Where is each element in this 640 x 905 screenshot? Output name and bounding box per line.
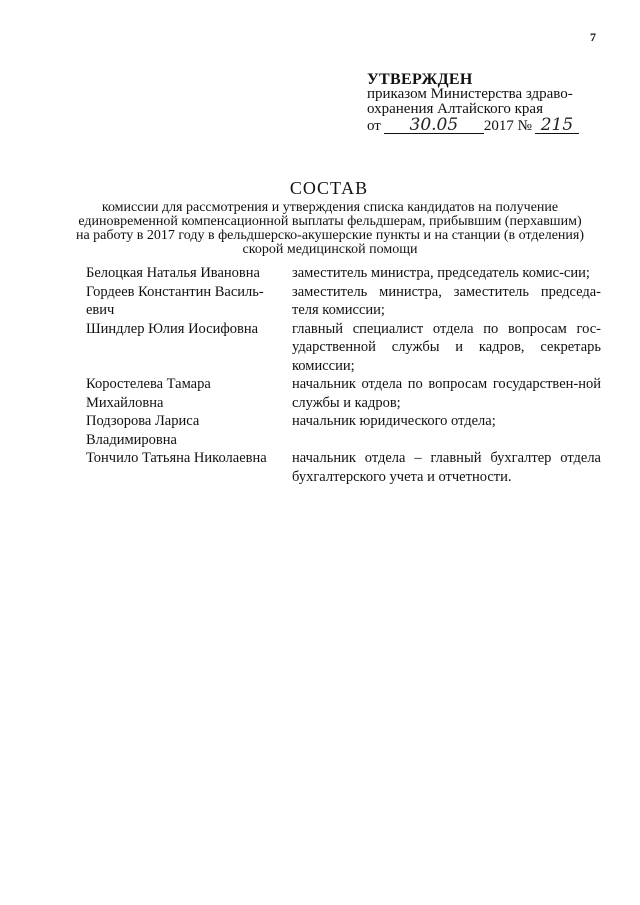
document-subtitle: комиссии для рассмотрения и утверждения списка кандидатов на получение единовременной компенсационной выплаты фельдшерам, прибывшим (перхавшим) на работу в 2017 году в фельдшерско-акушерские пункты и на станции (в отделения) скорой медицинской помощи bbox=[75, 200, 585, 257]
member-row bbox=[86, 320, 601, 376]
page-number: 7 bbox=[590, 30, 596, 44]
member-name: Шиндлер Юлия Иосифовна bbox=[86, 320, 259, 337]
member-role: начальник отдела – главный бухгалтер отдела бухгалтерского учета и отчетности. bbox=[292, 450, 601, 485]
member-row bbox=[86, 375, 601, 412]
document-heading bbox=[0, 178, 640, 257]
member-row bbox=[86, 283, 601, 320]
approval-line-1: приказом Министерства здраво- bbox=[367, 86, 573, 102]
member-row bbox=[86, 449, 601, 486]
approval-date-line bbox=[367, 117, 597, 134]
approval-line-2: охранения Алтайского края bbox=[367, 101, 543, 117]
member-name: Подзорова Лариса Владимировна bbox=[86, 413, 200, 448]
member-name: Белоцкая Наталья Ивановна bbox=[86, 265, 260, 281]
document-title: СОСТАВ bbox=[289, 178, 369, 198]
handwritten-date: 30.05 bbox=[384, 117, 484, 134]
member-role: главный специалист отдела по вопросам гос-ударственной службы и кадров, секретарь комиссии; bbox=[292, 320, 601, 374]
member-row bbox=[86, 264, 601, 283]
member-row bbox=[86, 412, 601, 449]
member-name: Тончило Татьяна Николаевна bbox=[86, 450, 267, 466]
member-role: начальник юридического отдела; bbox=[292, 413, 496, 429]
member-name: Гордеев Константин Василь-евич bbox=[86, 283, 264, 318]
member-role: заместитель министра, председатель комис-сии; bbox=[292, 265, 590, 281]
approval-stamp: УТВЕРЖДЕН bbox=[367, 71, 473, 88]
member-role: заместитель министра, заместитель председа-теля комиссии; bbox=[292, 283, 601, 318]
member-role: начальник отдела по вопросам государствен-ной службы и кадров; bbox=[292, 376, 601, 411]
members-list bbox=[86, 264, 601, 486]
member-name: Коростелева Тамара Михайловна bbox=[86, 376, 211, 411]
approval-block bbox=[367, 72, 597, 134]
date-prefix: от bbox=[367, 118, 381, 134]
year-text: 2017 № bbox=[483, 118, 532, 134]
handwritten-number: 215 bbox=[535, 117, 579, 134]
